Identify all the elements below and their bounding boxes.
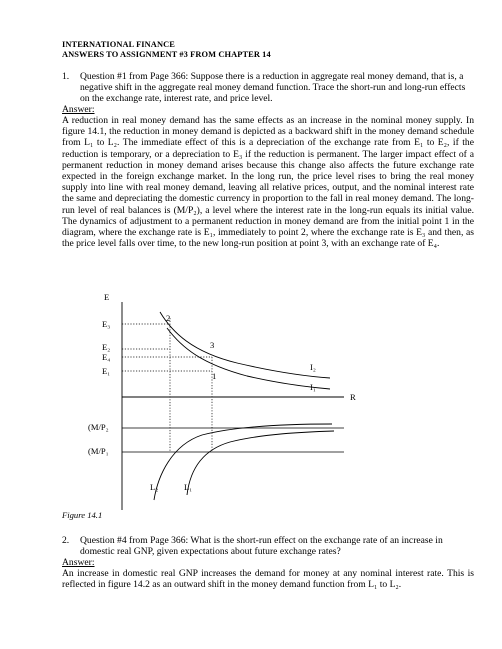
money-demand-curve-l2 bbox=[154, 424, 332, 500]
document-subtitle: ANSWERS TO ASSIGNMENT #3 FROM CHAPTER 14 bbox=[62, 50, 271, 59]
e3-label: E₃ bbox=[102, 319, 111, 329]
point-3-label: 3 bbox=[210, 340, 215, 350]
mp1-label: (M/P₁ bbox=[88, 446, 109, 456]
question-1-answer-label: Answer: bbox=[62, 104, 95, 115]
figure-diagram bbox=[62, 290, 362, 515]
money-demand-curve-l1 bbox=[187, 431, 334, 495]
e2-label: E₂ bbox=[102, 342, 111, 352]
x-axis-label: R bbox=[350, 392, 356, 402]
e4-label: E₄ bbox=[102, 352, 111, 362]
point-2-label: 2 bbox=[166, 313, 171, 323]
l1-bottom-label: L₁ bbox=[184, 482, 193, 492]
question-1-answer-text: A reduction in real money demand has the same effects as an increase in the nominal money supply. In figure 14.1, the reduction in money demand is depicted as a backward shift in the money demand schedule from L₁ to L₂. The immediate effect of this is a depreciation of the exchange rate from E₁ to E₂, if the reduction is temporary, or a depreciation to E₃ if the reduction is permanent. The larger impact effect of a permanent reduction in money demand arises because this change also affects the future exchange rate expected in the foreign exchange market. In the long run, the price level rises to bring the real money supply into line with real money demand, leaving all relative prices, output, and the nominal interest rate the same and depreciating the domestic currency in proportion to the fall in real money demand. The long-run level of real balances is (M/P₂), a level where the interest rate in the long-run equals its initial value. The dynamics of adjustment to a permanent reduction in money demand are from the initial point 1 in the diagram, where the exchange rate is E₁, immediately to point 2, where the exchange rate is E₃ and then, as the price level falls over time, to the new long-run position at point 3, with an exchange rate of E₄. bbox=[62, 115, 474, 250]
y-axis-label: E bbox=[104, 292, 110, 302]
e1-label: E₁ bbox=[102, 366, 111, 376]
figure-caption: Figure 14.1 bbox=[62, 510, 103, 520]
point-1-label: 1 bbox=[212, 371, 217, 381]
question-2-answer-text: An increase in domestic real GNP increases the demand for money at any nominal interest rate. This is reflected in figure 14.2 as an outward shift in the money demand function from L₁ to L₂. bbox=[62, 568, 474, 591]
upper-curve-i2 bbox=[160, 312, 330, 378]
l2-bottom-label: L₂ bbox=[150, 482, 159, 492]
i1-label: I₁ bbox=[310, 382, 316, 392]
question-1-number: 1. bbox=[62, 71, 70, 82]
i2-label: I₂ bbox=[310, 362, 316, 372]
question-2-number: 2. bbox=[62, 535, 70, 546]
upper-curve-i1 bbox=[167, 328, 330, 389]
question-1-text: Question #1 from Page 366: Suppose there is a reduction in aggregate real money demand, that is, a negative shift in the aggregate real money demand function. Trace the short-run and long-run effects on the exchange rate, interest rate, and price level. bbox=[80, 71, 466, 105]
figure-14-1 bbox=[62, 290, 362, 520]
document-title: INTERNATIONAL FINANCE bbox=[62, 40, 175, 49]
mp2-label: (M/P₂ bbox=[88, 422, 109, 432]
question-2-text: Question #4 from Page 366: What is the short-run effect on the exchange rate of an increase in domestic real GNP, given expectations about future exchange rates? bbox=[80, 535, 443, 558]
question-2-answer-label: Answer: bbox=[62, 557, 95, 568]
